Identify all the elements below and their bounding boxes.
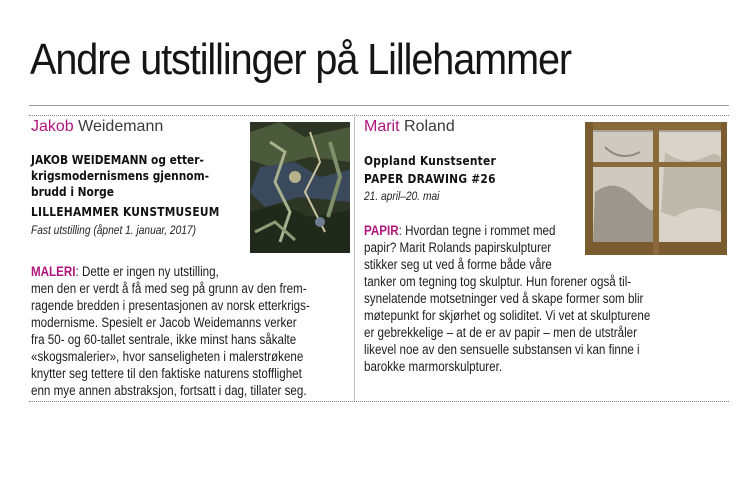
- left-body-line: MALERI: Dette er ingen ny utstilling,: [31, 264, 219, 279]
- left-title-line: krigsmodernismens gjennom-: [31, 168, 210, 183]
- headline-rule: [29, 105, 729, 106]
- left-title-line: JAKOB WEIDEMANN og etter-: [31, 152, 204, 167]
- right-artist-first-name: Marit: [364, 118, 400, 135]
- right-body-line: likevel noe av den sensuelle substansen vi kan finne i: [364, 342, 640, 357]
- right-body-line: papir? Marit Rolands papirskulpturer: [364, 240, 552, 255]
- column-divider: [354, 114, 355, 402]
- right-exhibition-title: PAPER DRAWING #26: [364, 171, 496, 186]
- left-dates: Fast utstilling (åpnet 1. januar, 2017): [31, 223, 197, 237]
- left-venue: LILLEHAMMER KUNSTMUSEUM: [31, 204, 220, 219]
- left-body-line: enn mye annen abstraksjon, fortsatt i dag, tillater seg.: [31, 383, 307, 398]
- left-title-line: brudd i Norge: [31, 184, 114, 199]
- right-body-line: PAPIR: Hvordan tegne i rommet med: [364, 223, 556, 238]
- right-body-line: stikker seg ut ved å forme både våre: [364, 257, 552, 272]
- right-venue: Oppland Kunstsenter: [364, 153, 496, 168]
- right-lead-word: PAPIR: [364, 223, 399, 238]
- left-body-line: men den er verdt å få med seg på grunn av den frem-: [31, 281, 307, 296]
- left-exhibition-title: [31, 152, 240, 200]
- right-body-line: synelatende motsetninger ved å skape former som blir: [364, 291, 644, 306]
- page-headline: Andre utstillinger på Lillehammer: [30, 35, 572, 84]
- right-body-line: barokke marmorskulpturer.: [364, 359, 503, 374]
- right-lead-separator: :: [398, 223, 402, 238]
- left-artist-last-name: Weidemann: [78, 118, 164, 135]
- left-artist-first-name: Jakob: [31, 118, 74, 135]
- left-body-line: knytter seg tettere til den faktiske naturens stofflighet: [31, 366, 302, 381]
- left-artist-byline: [31, 117, 163, 137]
- section-rule: [29, 115, 729, 116]
- left-body-line: «skogsmalerier», hvor sanseligheten i malerstrøkene: [31, 349, 304, 364]
- left-lead-separator: :: [75, 264, 79, 279]
- left-body-line: ragende bredden i presentasjonen av norsk etterkrigs-: [31, 298, 310, 313]
- left-body-line: modernisme. Spesielt er Jacob Weidemanns verker: [31, 315, 297, 330]
- right-body-line: møtepunkt for skjørhet og soliditet. Vi vet at skulpturene: [364, 308, 651, 323]
- right-body-line: tanker om tegning tog skulptur. Hun forener også til-: [364, 274, 632, 289]
- bottom-rule: [29, 401, 729, 402]
- right-artist-last-name: Roland: [404, 118, 455, 135]
- left-lead-word: MALERI: [31, 264, 76, 279]
- right-body-line: er gebrekkelige – at de er av papir – men de utstråler: [364, 325, 637, 340]
- weidemann-painting-image: [250, 122, 350, 253]
- right-artist-byline: [364, 117, 455, 137]
- right-dates: 21. april–20. mai: [364, 189, 440, 203]
- roland-sculpture-image: [585, 122, 727, 255]
- left-body-line: fra 50- og 60-tallet sentrale, ikke minst hans såkalte: [31, 332, 297, 347]
